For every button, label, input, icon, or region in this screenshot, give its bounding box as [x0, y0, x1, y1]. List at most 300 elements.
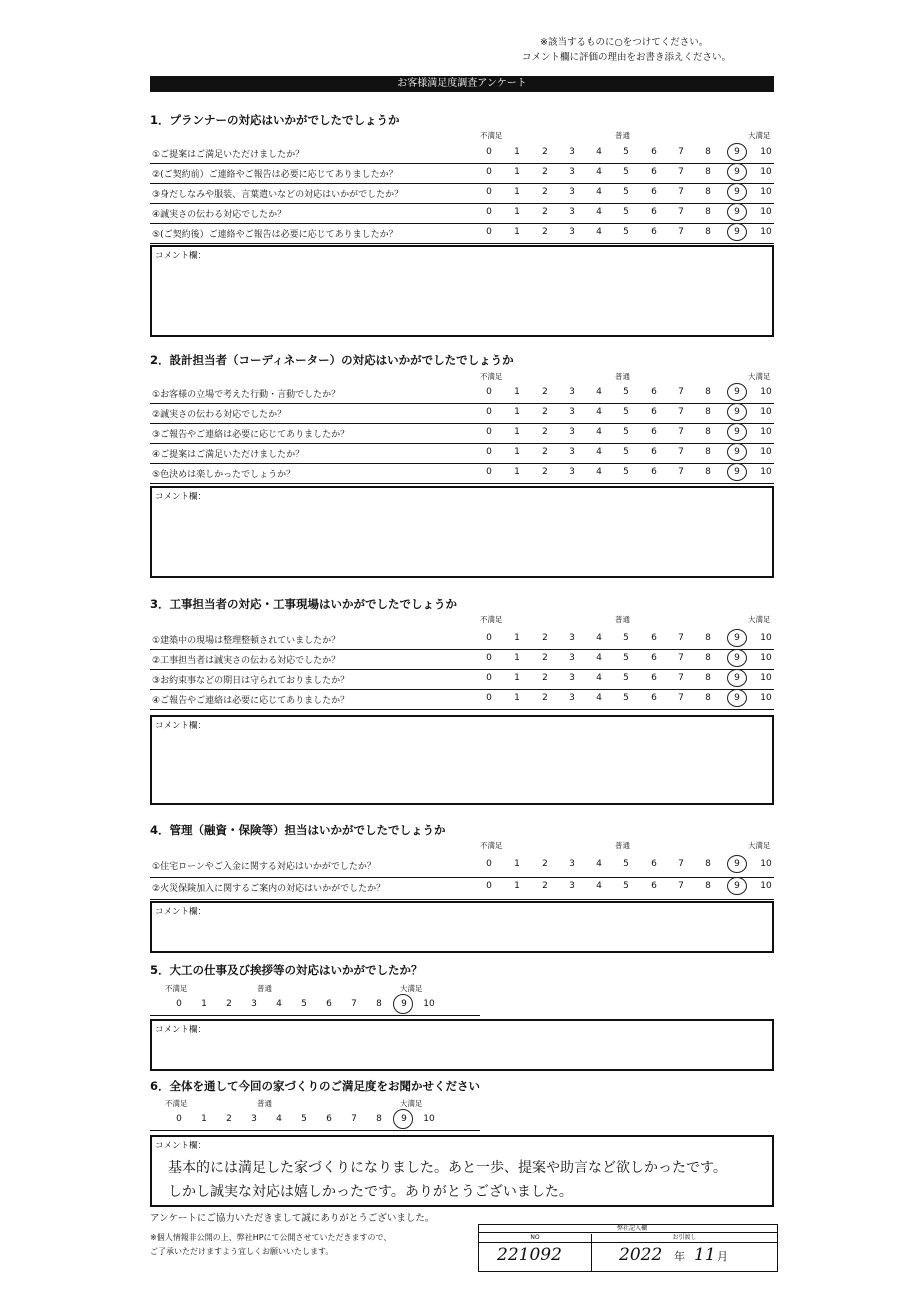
rating-option-8[interactable]: 8	[705, 447, 711, 457]
rating-option-5[interactable]: 5	[623, 693, 629, 703]
rating-option-8[interactable]: 8	[705, 467, 711, 477]
rating-option-2[interactable]: 2	[542, 447, 548, 457]
rating-option-10[interactable]: 10	[423, 999, 435, 1009]
section-6-title: 6．全体を通して今回の家づくりのご満足度をお聞かせください	[150, 1079, 480, 1093]
rating-option-1[interactable]: 1	[201, 1114, 207, 1124]
rating-option-7[interactable]: 7	[678, 653, 684, 663]
question-text: ②工事担当者は誠実さの伝わる対応でしたか？	[152, 656, 341, 666]
rating-option-8[interactable]: 8	[705, 167, 711, 177]
office-divider	[591, 1234, 592, 1271]
rating-option-8[interactable]: 8	[705, 633, 711, 643]
rating-option-4[interactable]: 4	[596, 673, 602, 683]
rating-option-1[interactable]: 1	[514, 693, 520, 703]
rating-option-0[interactable]: 0	[176, 999, 182, 1009]
selected-rating-circle	[393, 994, 413, 1014]
rating-option-5[interactable]: 5	[623, 653, 629, 663]
rating-option-10[interactable]: 10	[760, 673, 772, 683]
scale-label-high: 大満足	[748, 131, 771, 140]
rating-option-5[interactable]: 5	[623, 859, 629, 869]
rating-option-4[interactable]: 4	[596, 147, 602, 157]
scale-label-low: 不満足	[480, 372, 503, 381]
rating-option-10[interactable]: 10	[760, 881, 772, 891]
year-unit: 年	[674, 1250, 685, 1263]
rating-option-7[interactable]: 7	[678, 673, 684, 683]
section-2-comment-box[interactable]	[150, 486, 774, 578]
rating-option-9[interactable]: 9	[734, 147, 740, 157]
rating-option-6[interactable]: 6	[651, 407, 657, 417]
rating-option-8[interactable]: 8	[705, 881, 711, 891]
scale-label-low: 不満足	[165, 984, 188, 993]
instruction-2: コメント欄に評価の理由をお書き添えください。	[522, 52, 732, 63]
rating-option-10[interactable]: 10	[760, 467, 772, 477]
rating-option-0[interactable]: 0	[486, 387, 492, 397]
rating-option-6[interactable]: 6	[651, 207, 657, 217]
section-4-title: 4．管理（融資・保険等）担当はいかがでしたでしょうか	[150, 823, 446, 837]
rating-option-7[interactable]: 7	[678, 633, 684, 643]
delivery-label: お引渡し	[592, 1234, 777, 1243]
rating-option-6[interactable]: 6	[326, 999, 332, 1009]
rating-option-0[interactable]: 0	[486, 147, 492, 157]
rating-option-1[interactable]: 1	[514, 859, 520, 869]
selected-rating-circle	[727, 649, 747, 667]
question-row	[150, 143, 774, 164]
rating-option-3[interactable]: 3	[569, 881, 575, 891]
rating-option-4[interactable]: 4	[596, 167, 602, 177]
section-3-title: 3．工事担当者の対応・工事現場はいかがでしたでしょうか	[150, 597, 457, 611]
rating-option-4[interactable]: 4	[596, 633, 602, 643]
rating-option-9[interactable]: 9	[734, 693, 740, 703]
rating-option-1[interactable]: 1	[514, 467, 520, 477]
rating-option-0[interactable]: 0	[486, 167, 492, 177]
rating-option-8[interactable]: 8	[705, 207, 711, 217]
rating-option-6[interactable]: 6	[651, 387, 657, 397]
rating-option-6[interactable]: 6	[651, 673, 657, 683]
scale-label-mid: 普通	[615, 372, 630, 381]
rating-option-10[interactable]: 10	[760, 427, 772, 437]
rating-option-1[interactable]: 1	[514, 147, 520, 157]
rating-option-3[interactable]: 3	[569, 447, 575, 457]
rating-option-5[interactable]: 5	[623, 227, 629, 237]
rating-option-10[interactable]: 10	[760, 859, 772, 869]
scale-label-high: 大満足	[400, 984, 423, 993]
rating-option-8[interactable]: 8	[705, 227, 711, 237]
rating-option-9[interactable]: 9	[734, 427, 740, 437]
rating-option-4[interactable]: 4	[596, 227, 602, 237]
rating-option-6[interactable]: 6	[651, 693, 657, 703]
scale-label-low: 不満足	[480, 841, 503, 850]
rating-option-1[interactable]: 1	[514, 881, 520, 891]
rating-option-5[interactable]: 5	[623, 387, 629, 397]
selected-rating-circle	[727, 463, 747, 481]
rating-option-9[interactable]: 9	[734, 859, 740, 869]
rating-option-4[interactable]: 4	[596, 387, 602, 397]
question-text: ①建築中の現場は整理整頓されていましたか？	[152, 636, 341, 646]
rating-option-0[interactable]: 0	[486, 653, 492, 663]
rating-option-10[interactable]: 10	[760, 693, 772, 703]
office-use-box	[478, 1224, 778, 1272]
scale-label-mid: 普通	[615, 131, 630, 140]
rating-option-2[interactable]: 2	[542, 653, 548, 663]
rating-option-10[interactable]: 10	[760, 227, 772, 237]
question-text: ④ご報告やご連絡は必要に応じてありましたか？	[152, 696, 350, 706]
comment-label: コメント欄：	[155, 721, 207, 731]
rating-option-3[interactable]: 3	[569, 427, 575, 437]
rating-option-7[interactable]: 7	[678, 147, 684, 157]
rating-option-2[interactable]: 2	[542, 167, 548, 177]
rating-option-7[interactable]: 7	[678, 187, 684, 197]
comment-label: コメント欄：	[155, 1025, 207, 1035]
question-text: ①住宅ローンやご入金に関する対応はいかがでしたか？	[152, 862, 376, 872]
rating-option-1[interactable]: 1	[514, 427, 520, 437]
rating-option-3[interactable]: 3	[569, 387, 575, 397]
rating-option-9[interactable]: 9	[734, 207, 740, 217]
rating-option-7[interactable]: 7	[678, 227, 684, 237]
rating-option-8[interactable]: 8	[705, 673, 711, 683]
rating-option-3[interactable]: 3	[251, 1114, 257, 1124]
selected-rating-circle	[727, 689, 747, 707]
rating-option-7[interactable]: 7	[678, 387, 684, 397]
rating-option-9[interactable]: 9	[734, 881, 740, 891]
rating-option-5[interactable]: 5	[301, 1114, 307, 1124]
scale-label-high: 大満足	[400, 1099, 423, 1108]
section-5-title: 5．大工の仕事及び挨拶等の対応はいかがでしたか？	[150, 963, 423, 977]
rating-option-8[interactable]: 8	[705, 187, 711, 197]
rating-option-0[interactable]: 0	[486, 881, 492, 891]
rating-option-4[interactable]: 4	[596, 859, 602, 869]
rating-option-7[interactable]: 7	[678, 693, 684, 703]
rating-option-9[interactable]: 9	[734, 447, 740, 457]
rating-option-2[interactable]: 2	[542, 407, 548, 417]
rating-option-0[interactable]: 0	[486, 467, 492, 477]
question-text: ③身だしなみや服装、言葉遣いなどの対応はいかがでしたか？	[152, 190, 404, 200]
rating-option-1[interactable]: 1	[514, 447, 520, 457]
scale-underline	[150, 1130, 480, 1131]
scale-label-mid: 普通	[615, 841, 630, 850]
rating-option-4[interactable]: 4	[596, 881, 602, 891]
question-row	[150, 203, 774, 224]
rating-option-4[interactable]: 4	[276, 999, 282, 1009]
rating-option-2[interactable]: 2	[226, 999, 232, 1009]
section-5-comment-box[interactable]	[150, 1019, 774, 1071]
rating-option-10[interactable]: 10	[760, 653, 772, 663]
rating-option-4[interactable]: 4	[596, 187, 602, 197]
handwritten-comment-line-1: 基本的には満足した家づくりになりました。あと一歩、提案や助言など欲しかったです。	[168, 1160, 727, 1176]
privacy-notice-2: ご了承いただけますよう宜しくお願いいたします。	[150, 1247, 334, 1256]
rating-option-8[interactable]: 8	[705, 427, 711, 437]
rating-option-6[interactable]: 6	[651, 633, 657, 643]
rating-option-2[interactable]: 2	[542, 387, 548, 397]
question-text: ④誠実さの伝わる対応でしたか？	[152, 210, 287, 220]
rating-option-9[interactable]: 9	[401, 1114, 407, 1124]
rating-option-3[interactable]: 3	[569, 467, 575, 477]
question-text: ②誠実さの伝わる対応でしたか？	[152, 410, 287, 420]
scale-label-high: 大満足	[748, 841, 771, 850]
rating-option-8[interactable]: 8	[705, 147, 711, 157]
question-row	[150, 855, 774, 878]
rating-option-7[interactable]: 7	[678, 427, 684, 437]
rating-option-5[interactable]: 5	[623, 147, 629, 157]
rating-option-2[interactable]: 2	[542, 633, 548, 643]
rating-option-9[interactable]: 9	[401, 999, 407, 1009]
rating-option-8[interactable]: 8	[705, 859, 711, 869]
rating-option-5[interactable]: 5	[623, 633, 629, 643]
section-4-comment-box[interactable]	[150, 901, 774, 953]
rating-option-0[interactable]: 0	[486, 859, 492, 869]
section-1-title: 1．プランナーの対応はいかがでしたでしょうか	[150, 113, 400, 127]
rating-option-9[interactable]: 9	[734, 467, 740, 477]
rating-option-1[interactable]: 1	[514, 187, 520, 197]
rating-option-4[interactable]: 4	[596, 407, 602, 417]
rating-option-1[interactable]: 1	[514, 633, 520, 643]
rating-option-7[interactable]: 7	[678, 167, 684, 177]
section-3-comment-box[interactable]	[150, 715, 774, 805]
rating-option-5[interactable]: 5	[623, 167, 629, 177]
rating-option-10[interactable]: 10	[760, 207, 772, 217]
rating-option-8[interactable]: 8	[705, 653, 711, 663]
rating-option-4[interactable]: 4	[596, 653, 602, 663]
selected-rating-circle	[727, 383, 747, 401]
selected-rating-circle	[727, 203, 747, 221]
office-use-header: 弊社記入欄	[479, 1225, 777, 1233]
month-unit: 月	[717, 1250, 728, 1263]
scale-label-low: 不満足	[480, 615, 503, 624]
rating-option-3[interactable]: 3	[569, 147, 575, 157]
question-row	[150, 383, 774, 404]
rating-option-5[interactable]: 5	[623, 673, 629, 683]
rating-option-9[interactable]: 9	[734, 633, 740, 643]
rating-option-1[interactable]: 1	[514, 227, 520, 237]
question-text: ④ご提案はご満足いただけましたか？	[152, 450, 305, 460]
rating-option-10[interactable]: 10	[760, 447, 772, 457]
rating-option-0[interactable]: 0	[486, 227, 492, 237]
delivery-year: 2022	[619, 1245, 663, 1265]
question-row	[150, 689, 774, 710]
thanks-message: アンケートにご協力いただきまして誠にありがとうございました。	[150, 1213, 435, 1224]
rating-option-2[interactable]: 2	[542, 427, 548, 437]
rating-option-2[interactable]: 2	[542, 859, 548, 869]
question-text: ③ご報告やご連絡は必要に応じてありましたか？	[152, 430, 350, 440]
rating-option-0[interactable]: 0	[486, 447, 492, 457]
rating-option-0[interactable]: 0	[486, 673, 492, 683]
selected-rating-circle	[727, 183, 747, 201]
rating-option-0[interactable]: 0	[486, 633, 492, 643]
rating-option-9[interactable]: 9	[734, 407, 740, 417]
rating-option-2[interactable]: 2	[542, 147, 548, 157]
no-label: NO	[479, 1234, 591, 1243]
selected-rating-circle	[727, 443, 747, 461]
rating-option-4[interactable]: 4	[596, 467, 602, 477]
rating-option-7[interactable]: 7	[678, 447, 684, 457]
question-text: ②(ご契約前）ご連絡やご報告は必要に応じてありましたか？	[152, 170, 398, 180]
rating-option-8[interactable]: 8	[705, 407, 711, 417]
rating-option-5[interactable]: 5	[623, 427, 629, 437]
rating-option-10[interactable]: 10	[760, 407, 772, 417]
rating-option-0[interactable]: 0	[486, 187, 492, 197]
rating-option-6[interactable]: 6	[651, 147, 657, 157]
comment-label: コメント欄：	[155, 907, 207, 917]
scale-label-low: 不満足	[480, 131, 503, 140]
rating-option-1[interactable]: 1	[514, 407, 520, 417]
survey-title-banner: お客様満足度調査アンケート	[150, 76, 774, 92]
rating-option-1[interactable]: 1	[514, 673, 520, 683]
question-text: ①お客様の立場で考えた行動・言動でしたか？	[152, 390, 341, 400]
scale-label-high: 大満足	[748, 615, 771, 624]
rating-option-2[interactable]: 2	[542, 881, 548, 891]
rating-option-6[interactable]: 6	[651, 187, 657, 197]
selected-rating-circle	[727, 669, 747, 687]
rating-option-2[interactable]: 2	[542, 693, 548, 703]
rating-option-9[interactable]: 9	[734, 653, 740, 663]
selected-rating-circle	[727, 423, 747, 441]
scale-label-mid: 普通	[615, 615, 630, 624]
rating-option-0[interactable]: 0	[486, 407, 492, 417]
rating-option-6[interactable]: 6	[651, 467, 657, 477]
rating-option-0[interactable]: 0	[486, 207, 492, 217]
rating-option-0[interactable]: 0	[486, 693, 492, 703]
rating-option-9[interactable]: 9	[734, 167, 740, 177]
rating-option-5[interactable]: 5	[623, 187, 629, 197]
question-row	[150, 443, 774, 464]
rating-option-2[interactable]: 2	[542, 673, 548, 683]
rating-option-8[interactable]: 8	[376, 1114, 382, 1124]
selected-rating-circle	[727, 143, 747, 161]
privacy-notice-1: ※個人情報非公開の上、弊社HPにて公開させていただきますので、	[150, 1233, 392, 1242]
rating-option-3[interactable]: 3	[569, 633, 575, 643]
rating-option-6[interactable]: 6	[651, 167, 657, 177]
rating-option-10[interactable]: 10	[760, 187, 772, 197]
question-row	[150, 463, 774, 484]
question-row	[150, 183, 774, 204]
rating-option-3[interactable]: 3	[569, 859, 575, 869]
rating-option-10[interactable]: 10	[760, 633, 772, 643]
comment-label: コメント欄：	[155, 251, 207, 261]
rating-option-3[interactable]: 3	[569, 187, 575, 197]
question-row	[150, 669, 774, 690]
rating-option-2[interactable]: 2	[542, 187, 548, 197]
section-6-comment-box[interactable]	[150, 1135, 774, 1207]
rating-option-2[interactable]: 2	[542, 467, 548, 477]
scale-label-mid: 普通	[257, 1099, 272, 1108]
question-text: ③お約束事などの期日は守られておりましたか？	[152, 676, 350, 686]
rating-option-7[interactable]: 7	[678, 467, 684, 477]
selected-rating-circle	[727, 163, 747, 181]
rating-option-8[interactable]: 8	[705, 693, 711, 703]
rating-option-8[interactable]: 8	[705, 387, 711, 397]
rating-option-6[interactable]: 6	[651, 859, 657, 869]
question-row	[150, 629, 774, 650]
rating-option-9[interactable]: 9	[734, 673, 740, 683]
question-text: ⑤色決めは楽しかったでしょうか？	[152, 470, 296, 480]
rating-option-8[interactable]: 8	[376, 999, 382, 1009]
rating-option-0[interactable]: 0	[486, 427, 492, 437]
question-text: ⑤(ご契約後）ご連絡やご報告は必要に応じてありましたか？	[152, 230, 398, 240]
rating-option-9[interactable]: 9	[734, 187, 740, 197]
rating-option-5[interactable]: 5	[623, 447, 629, 457]
rating-option-3[interactable]: 3	[569, 673, 575, 683]
rating-option-7[interactable]: 7	[678, 407, 684, 417]
rating-option-6[interactable]: 6	[651, 653, 657, 663]
question-row	[150, 649, 774, 670]
rating-option-3[interactable]: 3	[569, 227, 575, 237]
selected-rating-circle	[727, 223, 747, 241]
selected-rating-circle	[727, 877, 747, 895]
rating-option-10[interactable]: 10	[760, 167, 772, 177]
rating-option-9[interactable]: 9	[734, 387, 740, 397]
rating-option-6[interactable]: 6	[651, 447, 657, 457]
rating-option-5[interactable]: 5	[623, 207, 629, 217]
rating-option-5[interactable]: 5	[623, 407, 629, 417]
rating-option-7[interactable]: 7	[351, 1114, 357, 1124]
rating-option-3[interactable]: 3	[569, 693, 575, 703]
rating-option-5[interactable]: 5	[301, 999, 307, 1009]
rating-option-5[interactable]: 5	[623, 881, 629, 891]
rating-option-7[interactable]: 7	[678, 207, 684, 217]
rating-option-3[interactable]: 3	[569, 207, 575, 217]
rating-option-4[interactable]: 4	[596, 427, 602, 437]
question-row	[150, 877, 774, 900]
rating-option-10[interactable]: 10	[760, 147, 772, 157]
rating-option-1[interactable]: 1	[201, 999, 207, 1009]
rating-option-7[interactable]: 7	[678, 881, 684, 891]
section-1-comment-box[interactable]	[150, 245, 774, 337]
scale-label-mid: 普通	[257, 984, 272, 993]
question-text: ①ご提案はご満足いただけましたか？	[152, 150, 305, 160]
rating-option-4[interactable]: 4	[596, 693, 602, 703]
rating-option-5[interactable]: 5	[623, 467, 629, 477]
rating-option-2[interactable]: 2	[542, 227, 548, 237]
rating-option-7[interactable]: 7	[351, 999, 357, 1009]
rating-option-3[interactable]: 3	[569, 167, 575, 177]
rating-option-3[interactable]: 3	[569, 407, 575, 417]
rating-option-4[interactable]: 4	[596, 207, 602, 217]
delivery-month: 11	[694, 1245, 716, 1265]
rating-option-4[interactable]: 4	[596, 447, 602, 457]
question-row	[150, 223, 774, 244]
question-row	[150, 423, 774, 444]
rating-option-6[interactable]: 6	[651, 227, 657, 237]
rating-option-10[interactable]: 10	[423, 1114, 435, 1124]
rating-option-3[interactable]: 3	[251, 999, 257, 1009]
rating-option-1[interactable]: 1	[514, 207, 520, 217]
selected-rating-circle	[727, 403, 747, 421]
rating-option-10[interactable]: 10	[760, 387, 772, 397]
rating-option-9[interactable]: 9	[734, 227, 740, 237]
scale-label-low: 不満足	[165, 1099, 188, 1108]
scale-underline	[150, 1015, 480, 1016]
rating-option-0[interactable]: 0	[176, 1114, 182, 1124]
question-row	[150, 403, 774, 424]
rating-option-2[interactable]: 2	[542, 207, 548, 217]
scale-label-high: 大満足	[748, 372, 771, 381]
selected-rating-circle	[727, 855, 747, 873]
rating-option-6[interactable]: 6	[326, 1114, 332, 1124]
rating-option-1[interactable]: 1	[514, 167, 520, 177]
rating-option-1[interactable]: 1	[514, 653, 520, 663]
rating-option-7[interactable]: 7	[678, 859, 684, 869]
rating-option-1[interactable]: 1	[514, 387, 520, 397]
instruction-1: ※該当するものに○をつけてください。	[540, 37, 709, 48]
rating-option-3[interactable]: 3	[569, 653, 575, 663]
rating-option-6[interactable]: 6	[651, 881, 657, 891]
handwritten-comment-line-2: しかし誠実な対応は嬉しかったです。ありがとうございました。	[168, 1184, 573, 1200]
comment-label: コメント欄：	[155, 1141, 207, 1151]
rating-option-6[interactable]: 6	[651, 427, 657, 437]
question-text: ②火災保険加入に関するご案内の対応はいかがでしたか？	[152, 884, 386, 894]
rating-option-4[interactable]: 4	[276, 1114, 282, 1124]
selected-rating-circle	[727, 629, 747, 647]
rating-option-2[interactable]: 2	[226, 1114, 232, 1124]
section-2-title: 2．設計担当者（コーディネーター）の対応はいかがでしたでしょうか	[150, 353, 514, 367]
